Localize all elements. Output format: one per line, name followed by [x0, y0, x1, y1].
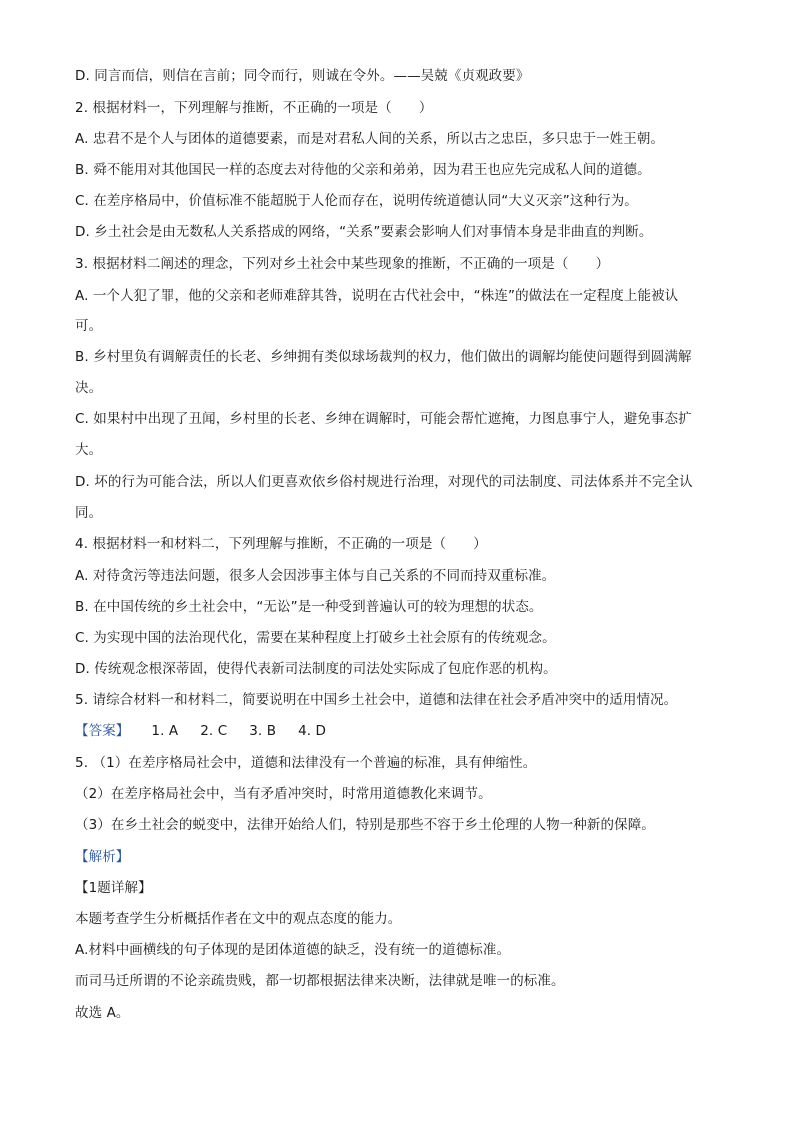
q4-option-b: B. 在中国传统的乡土社会中，“无讼”是一种受到普遍认可的较为理想的状态。: [75, 599, 543, 615]
q2-option-d: D. 乡土社会是由无数私人关系搭成的网络，“关系”要素会影响人们对事情本身是非曲直的判断。: [75, 224, 653, 240]
q5-answer-2: （2）在差序格局社会中，当有矛盾冲突时，时常用道德教化来调节。: [75, 786, 492, 802]
answer-2: 2. C: [200, 723, 228, 739]
q3-option-a: A. 一个人犯了罪，他的父亲和老师难辞其咎，说明在古代社会中，“株连”的做法在一定程度上能被认: [75, 288, 679, 304]
q3-option-c-cont: 大。: [75, 442, 103, 458]
q3-option-b: B. 乡村里负有调解责任的长老、乡绅拥有类似球场裁判的权力，他们做出的调解均能使问题得到圆满解: [75, 349, 692, 365]
analysis-label: 【解析】: [75, 849, 130, 865]
answer-label: 【答案】: [75, 723, 130, 739]
detail-line-4: 故选 A。: [75, 1005, 130, 1021]
q4-option-d: D. 传统观念根深蒂固，使得代表新司法制度的司法处实际成了包庇作恶的机构。: [75, 661, 557, 677]
q3-option-d: D. 坏的行为可能合法，所以人们更喜欢依乡俗村规进行治理，对现代的司法制度、司法体系并不完全认: [75, 474, 693, 490]
question-2: 2. 根据材料一，下列理解与推断，不正确的一项是（ ）: [75, 100, 433, 116]
q3-option-c: C. 如果村中出现了丑闻，乡村里的长老、乡绅在调解时，可能会帮忙遮掩，力图息事宁人，避免事态扩: [75, 411, 692, 427]
answer-3: 3. B: [249, 723, 277, 739]
detail-label: 【1题详解】: [75, 880, 152, 896]
q2-option-a: A. 忠君不是个人与团体的道德要素，而是对君私人间的关系，所以古之忠臣，多只忠于一姓王朝。: [75, 131, 665, 147]
option-d-text: D. 同言而信，则信在言前；同令而行，则诚在令外。——吴兢《贞观政要》: [75, 68, 530, 84]
question-4: 4. 根据材料一和材料二，下列理解与推断，不正确的一项是（ ）: [75, 536, 487, 552]
answer-1: 1. A: [151, 723, 179, 739]
answer-row: [75, 721, 725, 741]
q3-option-a-cont: 可。: [75, 318, 103, 334]
detail-line-1: 本题考查学生分析概括作者在文中的观点态度的能力。: [75, 911, 402, 927]
q5-answer-3: （3）在乡土社会的蜕变中，法律开始给人们，特别是那些不容于乡土伦理的人物一种新的保障。: [75, 817, 655, 833]
q3-option-d-cont: 同。: [75, 505, 103, 521]
answer-4: 4. D: [298, 723, 327, 739]
detail-line-3: 而司马迁所谓的不论亲疏贵贱，都一切都根据法律来决断，法律就是唯一的标准。: [75, 973, 565, 989]
q2-option-b: B. 舜不能用对其他国民一样的态度去对待他的父亲和弟弟，因为君王也应先完成私人间的道德。: [75, 162, 651, 178]
q4-option-c: C. 为实现中国的法治现代化，需要在某种程度上打破乡土社会原有的传统观念。: [75, 630, 556, 646]
question-3: 3. 根据材料二阐述的理念，下列对乡土社会中某些现象的推断，不正确的一项是（ ）: [75, 256, 610, 272]
q2-option-c: C. 在差序格局中，价值标准不能超脱于人伦而存在，说明传统道德认同“大义灭亲”这种行为。: [75, 193, 638, 209]
q3-option-b-cont: 决。: [75, 380, 103, 396]
detail-line-2: A.材料中画横线的句子体现的是团体道德的缺乏，没有统一的道德标准。: [75, 942, 511, 958]
question-5: 5. 请综合材料一和材料二，简要说明在中国乡土社会中，道德和法律在社会矛盾冲突中的适用情况。: [75, 692, 678, 708]
q4-option-a: A. 对待贪污等违法问题，很多人会因涉事主体与自己关系的不同而持双重标准。: [75, 568, 556, 584]
q5-answer-1: 5. （1）在差序格局社会中，道德和法律没有一个普遍的标准，具有伸缩性。: [75, 755, 537, 771]
